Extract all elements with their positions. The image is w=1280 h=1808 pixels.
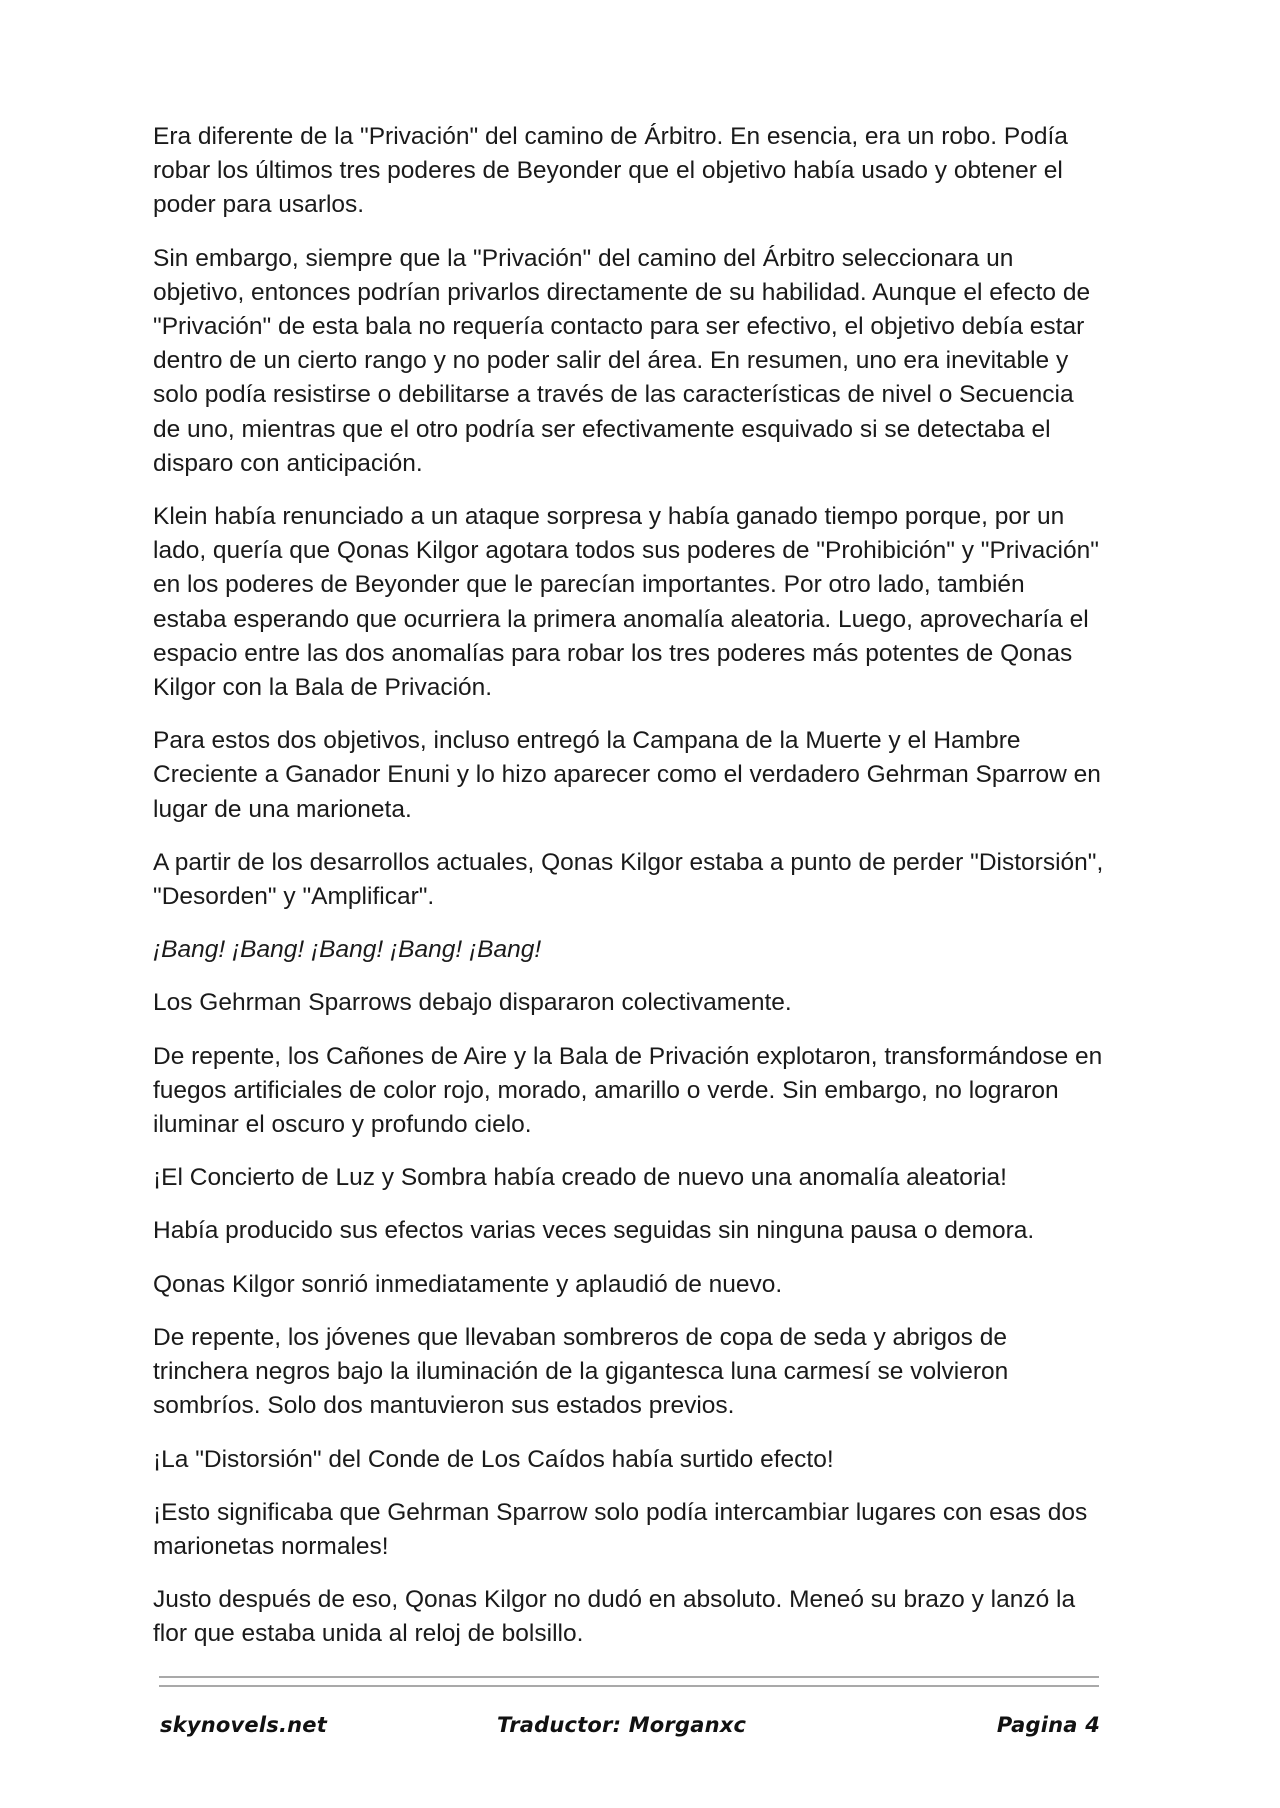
paragraph: Era diferente de la "Privación" del camino de Árbitro. En esencia, era un robo. Podía robar los últimos tres poderes de Beyonder que el objetivo había usado y obtener el poder para usarlos. [153, 123, 1068, 219]
paragraph: ¡El Concierto de Luz y Sombra había creado de nuevo una anomalía aleatoria! [153, 1164, 1007, 1192]
paragraph: Justo después de eso, Qonas Kilgor no dudó en absoluto. Meneó su brazo y lanzó la flor que estaba unida al reloj de bolsillo. [153, 1586, 1076, 1648]
paragraph: A partir de los desarrollos actuales, Qonas Kilgor estaba a punto de perder "Distorsión", "Desorden" y "Amplificar". [153, 848, 1104, 911]
paragraph: ¡Bang! ¡Bang! ¡Bang! ¡Bang! ¡Bang! [153, 936, 542, 964]
footer-divider-top [159, 1676, 1099, 1678]
paragraph: Había producido sus efectos varias veces seguidas sin ninguna pausa o demora. [153, 1217, 1035, 1245]
paragraph: Los Gehrman Sparrows debajo dispararon colectivamente. [153, 989, 792, 1017]
footer-divider-bottom [159, 1685, 1099, 1687]
footer-page-number: Pagina 4 [996, 1713, 1100, 1737]
paragraph: Para estos dos objetivos, incluso entregó la Campana de la Muerte y el Hambre Creciente a Ganador Enuni y lo hizo aparecer como el verdadero Gehrman Sparrow en lugar de una marioneta. [153, 727, 1101, 823]
paragraph: Klein había renunciado a un ataque sorpresa y había ganado tiempo porque, por un lado, quería que Qonas Kilgor agotara todos sus poderes de "Prohibición" y "Privación" en los poderes de Beyonder que le parecían importantes. Por otro lado, también estaba esperando que ocurriera la primera anomalía aleatoria. Luego, aprovecharía el espacio entre las dos anomalías para robar los tres poderes más potentes de Qonas Kilgor con la Bala de Privación. [153, 503, 1099, 702]
paragraph: Sin embargo, siempre que la "Privación" del camino del Árbitro seleccionara un objetivo, entonces podrían privarlos directamente de su habilidad. Aunque el efecto de "Privación" de esta bala no requería contacto para ser efectivo, el objetivo debía estar dentro de un cierto rango y no poder salir del área. En resumen, uno era inevitable y solo podía resistirse o debilitarse a través de las características de nivel o Secuencia de uno, mientras que el otro podría ser efectivamente esquivado si se detectaba el disparo con anticipación. [153, 244, 1091, 477]
body-text [153, 120, 1105, 1671]
paragraph: ¡Esto significaba que Gehrman Sparrow solo podía intercambiar lugares con esas dos marionetas normales! [153, 1498, 1088, 1560]
footer-translator: Traductor: Morganxc [497, 1713, 747, 1737]
paragraph: De repente, los jóvenes que llevaban sombreros de copa de seda y abrigos de trinchera negros bajo la iluminación de la gigantesca luna carmesí se volvieron sombríos. Solo dos mantuvieron sus estados previos. [153, 1323, 1009, 1420]
footer-site-name: skynovels.net [160, 1713, 327, 1737]
paragraph: Qonas Kilgor sonrió inmediatamente y aplaudió de nuevo. [153, 1270, 783, 1298]
paragraph: De repente, los Cañones de Aire y la Bala de Privación explotaron, transformándose en fuegos artificiales de color rojo, morado, amarillo o verde. Sin embargo, no lograron iluminar el oscuro y profundo cielo. [153, 1042, 1103, 1139]
paragraph: ¡La "Distorsión" del Conde de Los Caídos había surtido efecto! [153, 1445, 834, 1473]
